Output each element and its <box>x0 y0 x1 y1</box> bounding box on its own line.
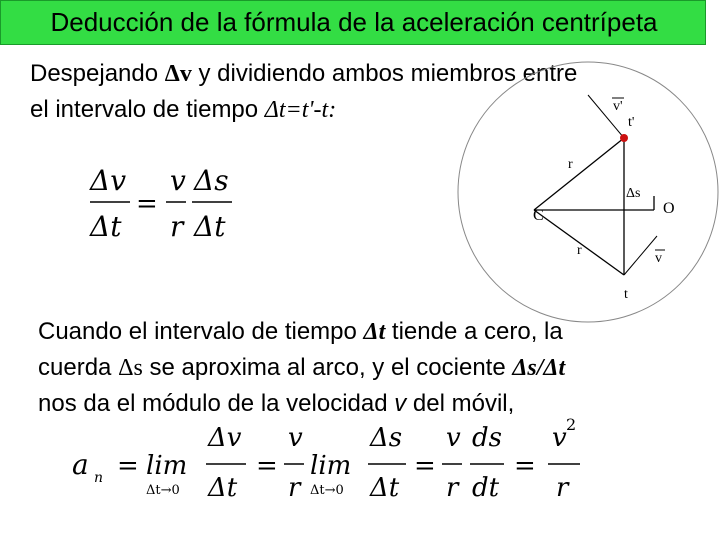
formula-2-limit-sub-2: Δt→0 <box>310 483 344 498</box>
label-origin: O <box>663 200 675 217</box>
formula-2-a: a <box>72 448 89 481</box>
formula-2-delta-s: Δs <box>370 423 403 453</box>
text: del móvil, <box>406 390 515 417</box>
slide-title: Deducción de la fórmula de la aceleración centrípeta <box>50 7 658 37</box>
formula-2-delta-v: Δv <box>208 423 242 453</box>
label-r-bottom: r <box>577 243 582 258</box>
formula-2-lim-2: lim <box>310 451 352 481</box>
formula-1-equals: = <box>136 189 158 219</box>
formula-2-delta-t-2: Δt <box>370 473 400 503</box>
formula-1-r: r <box>170 210 184 243</box>
formula-2-equals-3: = <box>414 451 436 481</box>
label-v: v <box>655 251 662 266</box>
text: tiende a cero, la <box>385 318 563 345</box>
formula-2-equals-1: = <box>117 451 139 481</box>
quotient-symbol: Δs/Δt <box>512 355 566 381</box>
formula-1-v: v <box>170 164 186 197</box>
formula-2-limit-sub-1: Δt→0 <box>146 483 180 498</box>
formula-2-v-3: v <box>552 423 567 453</box>
text: se aproxima al arco, y el cociente <box>142 354 513 381</box>
delta-s-symbol: Δs <box>118 355 143 381</box>
formula-2-r-3: r <box>556 473 569 503</box>
delta-t-expression: Δt=t'-t: <box>264 97 337 123</box>
text: y dividiendo ambos miembros entre <box>191 60 578 87</box>
formula-1-delta-s: Δs <box>194 164 229 197</box>
formula-2-equals-4: = <box>514 451 536 481</box>
text: Cuando el intervalo de tiempo <box>38 318 364 345</box>
formula-2-subscript-n: n <box>94 470 104 486</box>
label-center: C <box>533 207 544 224</box>
label-t-prime: t' <box>628 115 635 130</box>
formula-2-r-2: r <box>446 473 459 503</box>
formula-2-v-2: v <box>446 423 461 453</box>
formula-1-delta-v: Δv <box>90 164 127 197</box>
formula-1-delta-t: Δt <box>90 210 122 243</box>
text: nos da el módulo de la velocidad <box>38 390 395 417</box>
formula-2-lim-1: lim <box>146 451 188 481</box>
formula-1-delta-t-2: Δt <box>194 210 226 243</box>
formula-2-delta-t: Δt <box>208 473 238 503</box>
delta-v-symbol: Δv <box>164 61 192 87</box>
formula-2-r: r <box>288 473 301 503</box>
text: el intervalo de tiempo <box>30 96 265 123</box>
label-delta-s: Δs <box>626 186 641 201</box>
delta-t-symbol: Δt <box>363 319 386 345</box>
label-v-prime: v' <box>613 99 623 114</box>
text: cuerda <box>38 354 119 381</box>
formula-2-equals-2: = <box>256 451 278 481</box>
formula-2-dt: dt <box>472 473 500 503</box>
formula-2-exponent: 2 <box>566 415 577 434</box>
formula-2-ds: ds <box>472 423 502 453</box>
label-r-top: r <box>568 157 573 172</box>
formula-2-v: v <box>288 423 303 453</box>
text: Despejando <box>30 60 165 87</box>
label-t: t <box>624 287 628 302</box>
velocity-symbol: v <box>394 390 407 417</box>
